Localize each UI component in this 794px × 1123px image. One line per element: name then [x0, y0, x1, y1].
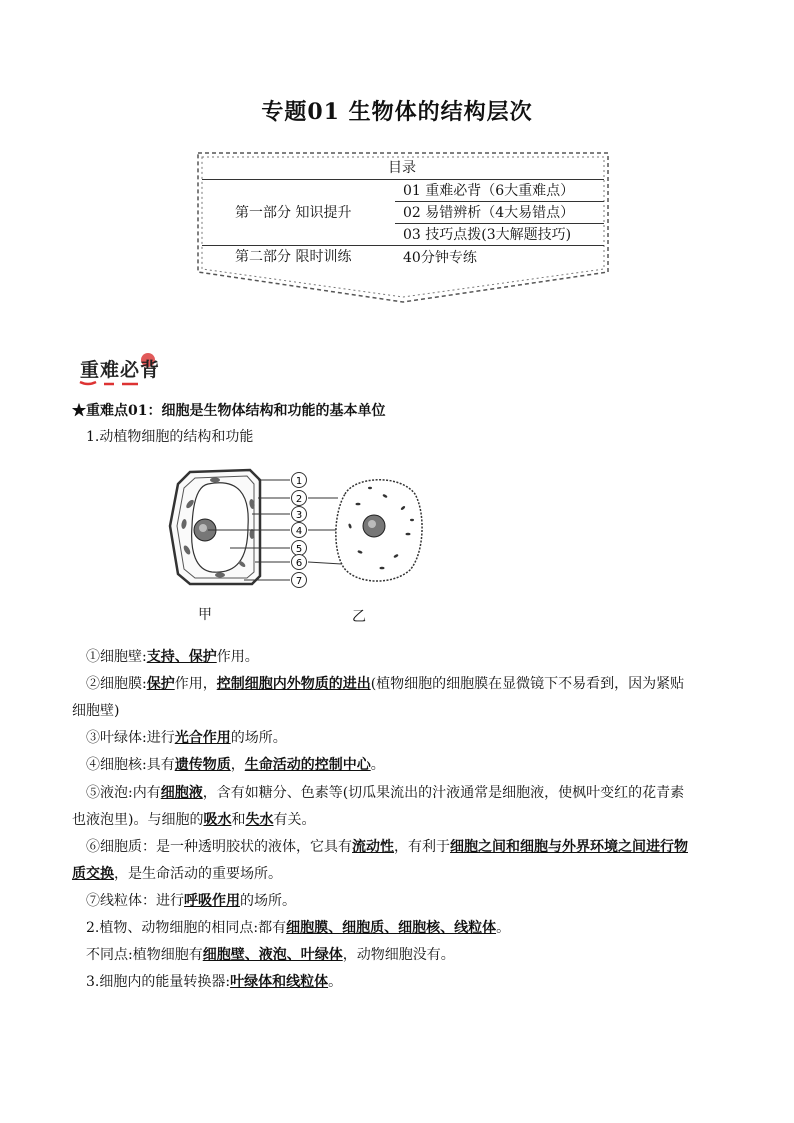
item-chloroplast: ③叶绿体:进行光合作用的场所。 — [86, 730, 287, 746]
subheading-cell-structure: 1.动植物细胞的结构和功能 — [86, 429, 254, 445]
item-cytoplasm-cont: 质交换，是生命活动的重要场所。 — [72, 866, 282, 882]
toc-item-1[interactable]: 01 重难必背（6大重难点） — [403, 183, 575, 199]
plant-cell — [170, 470, 260, 584]
section-badge-text: 重难必背 — [80, 359, 161, 381]
svg-text:6: 6 — [295, 558, 303, 569]
item-nucleus: ④细胞核:具有遗传物质，生命活动的控制中心。 — [86, 757, 385, 773]
toc-part2-label: 第二部分 限时训练 — [235, 249, 352, 265]
point-3-energy-converters: 3.细胞内的能量转换器:叶绿体和线粒体。 — [86, 974, 343, 990]
toc-part1-label: 第一部分 知识提升 — [235, 205, 352, 221]
svg-text:4: 4 — [295, 526, 303, 537]
item-cytoplasm: ⑥细胞质：是一种透明胶状的液体，它具有流动性，有利于细胞之间和细胞与外界环境之间进行物 — [86, 839, 688, 855]
animal-cell — [336, 480, 422, 581]
toc-item-2[interactable]: 02 易错辨析（4大易错点） — [403, 205, 575, 221]
item-vacuole-cont: 也液泡里)。与细胞的吸水和失水有关。 — [72, 812, 316, 828]
toc-heading: 目录 — [388, 160, 416, 176]
section-badge — [78, 350, 178, 390]
svg-text:7: 7 — [295, 576, 303, 587]
plant-cell-caption: 甲 — [198, 607, 212, 623]
key-point-heading: ★重难点01：细胞是生物体结构和功能的基本单位 — [72, 403, 386, 419]
svg-text:2: 2 — [295, 494, 303, 505]
table-of-contents — [195, 150, 611, 305]
svg-text:3: 3 — [295, 510, 303, 521]
point-2-differences: 不同点:植物细胞有细胞壁、液泡、叶绿体，动物细胞没有。 — [86, 947, 455, 963]
svg-text:5: 5 — [295, 544, 303, 555]
toc-part2-item[interactable]: 40分钟专练 — [403, 250, 477, 266]
svg-text:1: 1 — [295, 476, 303, 487]
toc-item-3[interactable]: 03 技巧点拨(3大解题技巧) — [403, 227, 572, 243]
item-cell-membrane: ②细胞膜:保护作用，控制细胞内外物质的进出(植物细胞的细胞膜在显微镜下不易看到，因为紧贴 — [86, 676, 685, 692]
animal-cell-caption: 乙 — [352, 609, 366, 625]
item-vacuole: ⑤液泡:内有细胞液，含有如糖分、色素等(切瓜果流出的汁液通常是细胞液，使枫叶变红的花青素 — [86, 785, 685, 801]
page-title: 专题01 生物体的结构层次 — [261, 99, 533, 125]
point-2-similarities: 2.植物、动物细胞的相同点:都有细胞膜、细胞质、细胞核、线粒体。 — [86, 920, 511, 936]
cell-diagram — [160, 464, 430, 594]
item-mitochondria: ⑦线粒体：进行呼吸作用的场所。 — [86, 893, 296, 909]
item-cell-membrane-cont: 细胞壁) — [72, 703, 120, 719]
item-cell-wall: ①细胞壁:支持、保护作用。 — [86, 649, 259, 665]
